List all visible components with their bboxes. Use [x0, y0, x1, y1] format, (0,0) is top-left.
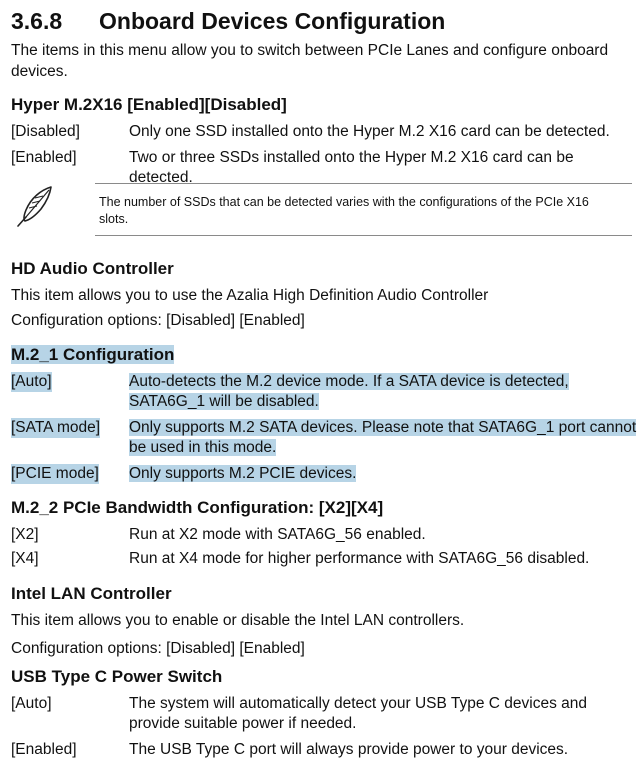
section-intro: The items in this menu allow you to switch between PCIe Lanes and configure onboard devices.: [11, 42, 609, 80]
m2-1-heading: [11, 345, 174, 365]
option-key: [Auto]: [11, 695, 52, 712]
section-title-text: Onboard Devices Configuration: [99, 8, 446, 34]
option-desc-line2: SATA6G_1 will be disabled.: [129, 393, 319, 410]
option-desc-line1: Only supports M.2 SATA devices. Please note that SATA6G_1 port cannot: [129, 419, 637, 436]
option-key: [Enabled]: [11, 149, 77, 166]
lan-heading: Intel LAN Controller: [11, 584, 172, 603]
hd-audio-desc: This item allows you to use the Azalia High Definition Audio Controller: [11, 287, 489, 304]
section-number: 3.6.8: [11, 8, 63, 34]
lan-desc: This item allows you to enable or disable the Intel LAN controllers.: [11, 612, 465, 629]
lan-config: Configuration options: [Disabled] [Enabled]: [11, 640, 305, 657]
note-rule-bottom: [95, 235, 632, 236]
option-desc: Run at X2 mode with SATA6G_56 enabled.: [129, 526, 426, 543]
option-key: [PCIE mode]: [11, 465, 99, 482]
option-key: [X2]: [11, 526, 39, 543]
m2-2-heading: M.2_2 PCIe Bandwidth Configuration: [X2][X4]: [11, 498, 384, 517]
option-desc-line1: Only supports M.2 PCIE devices.: [129, 465, 357, 482]
option-desc: [129, 372, 629, 412]
option-key: [X4]: [11, 550, 39, 567]
feather-pen-icon: [13, 184, 57, 228]
option-desc: [129, 464, 629, 484]
option-desc: The USB Type C port will always provide power to your devices.: [129, 741, 569, 758]
option-key: [SATA mode]: [11, 419, 101, 436]
option-desc: [129, 418, 637, 458]
hd-audio-heading: HD Audio Controller: [11, 259, 174, 278]
option-desc: Run at X4 mode for higher performance with SATA6G_56 disabled.: [129, 550, 590, 567]
option-key: [Auto]: [11, 373, 52, 390]
option-key: [Disabled]: [11, 123, 80, 140]
note-rule-top: [95, 183, 632, 184]
note-box: [11, 180, 632, 238]
option-desc-line1: Auto-detects the M.2 device mode. If a SATA device is detected,: [129, 373, 569, 390]
option-desc: The system will automatically detect your USB Type C devices and provide suitable power if needed.: [129, 695, 588, 732]
option-key: [Enabled]: [11, 741, 77, 758]
m2-1-heading-text: M.2_1 Configuration: [11, 345, 175, 364]
hyper-heading: Hyper M.2X16 [Enabled][Disabled]: [11, 95, 287, 114]
option-desc: Only one SSD installed onto the Hyper M.2 X16 card can be detected.: [129, 123, 610, 140]
section-title: [11, 8, 445, 35]
note-text: The number of SSDs that can be detected varies with the configurations of the PCIe X16 slots.: [99, 195, 589, 226]
option-desc-line2: be used in this mode.: [129, 439, 277, 456]
option-desc: Two or three SSDs installed onto the Hyper M.2 X16 card can be detected.: [129, 149, 574, 186]
usbc-heading: USB Type C Power Switch: [11, 667, 223, 686]
hd-audio-config: Configuration options: [Disabled] [Enabled]: [11, 312, 305, 329]
